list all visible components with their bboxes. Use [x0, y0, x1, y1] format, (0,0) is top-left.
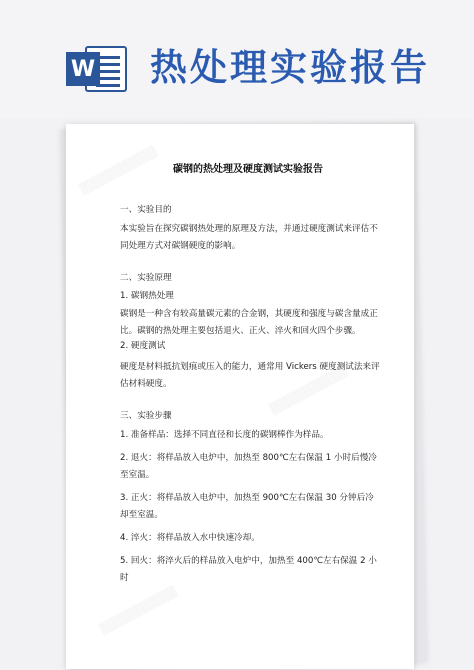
subsection-text-heat-treatment: 碳钢是一种含有较高量碳元素的合金钢，其硬度和强度与碳含量成正比。碳钢的热处理主要包括退火、正火、淬火和回火四个步骤。	[120, 309, 378, 336]
banner	[0, 0, 474, 118]
word-document-icon	[66, 44, 130, 94]
document-body	[120, 164, 382, 587]
section-heading-principle: 二、实验原理	[120, 272, 172, 283]
list-item: 1. 准备样品：选择不同直径和长度的碳钢棒作为样品。	[120, 429, 329, 440]
watermark: ▒▒▒▒▒▒▒▒▒▒	[267, 364, 349, 417]
list-item: 5. 回火：将淬火后的样品放入电炉中，加热至 400℃左右保温 2 小时	[120, 555, 377, 583]
document-page	[66, 124, 414, 669]
subsection-heading-heat-treatment: 1. 碳钢热处理	[120, 290, 174, 301]
document-title: 碳钢的热处理及硬度测试实验报告	[173, 164, 323, 175]
list-item: 3. 正火：将样品放入电炉中，加热至 900℃左右保温 30 分钟后冷却至室温。	[120, 492, 374, 520]
section-heading-steps: 三、实验步骤	[120, 410, 172, 421]
list-item: 4. 淬火：将样品放入水中快速冷却。	[120, 532, 260, 543]
section-paragraph-purpose: 本实验旨在探究碳钢热处理的原理及方法，并通过硬度测试来评估不同处理方式对碳钢硬度的影响。	[120, 223, 378, 251]
subsection-text-hardness: 硬度是材料抵抗划痕或压入的能力，通常用 Vickers 硬度测试法来评估材料硬度。	[120, 361, 380, 389]
list-item: 2. 退火：将样品放入电炉中，加热至 800℃左右保温 1 小时后慢冷至室温。	[120, 452, 377, 480]
watermark: ▒▒▒▒▒▒▒▒▒▒	[97, 584, 179, 637]
watermark: ▒▒▒▒▒▒▒▒▒▒	[77, 144, 159, 197]
subsection-heading-hardness: 2. 硬度测试	[120, 341, 166, 351]
banner-title: 热处理实验报告	[150, 46, 430, 89]
logo-letter: W	[70, 57, 96, 82]
section-heading-purpose: 一、实验目的	[120, 205, 172, 215]
